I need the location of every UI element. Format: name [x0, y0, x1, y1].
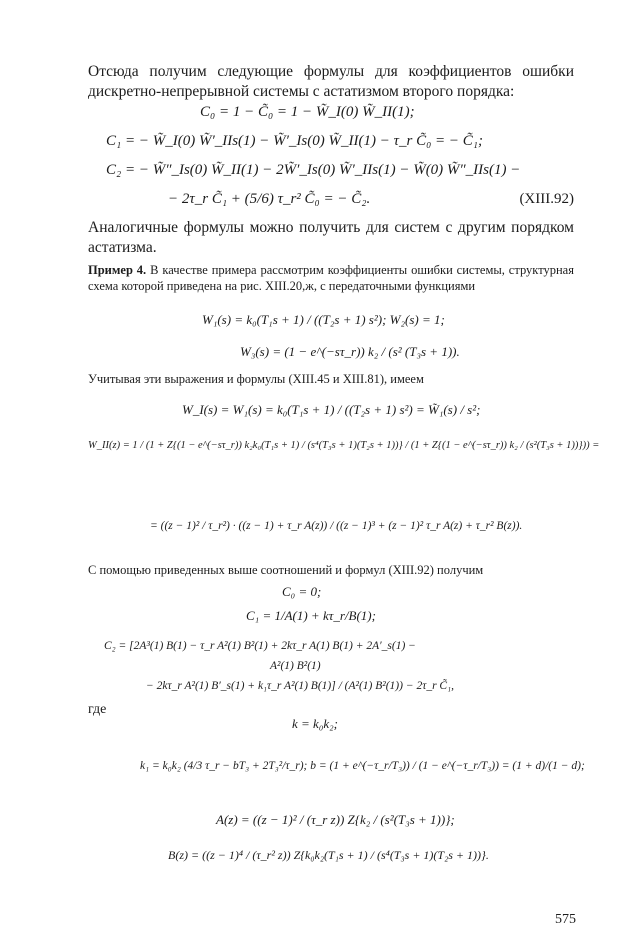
equation-az: A(z) = ((z − 1)² / (τ_r z)) Z{k₂ / (s²(T₃s + 1))}; [216, 812, 455, 827]
result-c2-line2: − 2kτ_r A²(1) B′_s(1) + k₁τ_r A²(1) B(1)] / (A²(1) B²(1)) − 2τ_r C̃₁, [146, 680, 454, 692]
equation-bz: B(z) = ((z − 1)⁴ / (τ_r² z)) Z{k₀k₂(T₁s + 1) / (s⁴(T₃s + 1)(T₂s + 1))}. [168, 848, 489, 862]
result-c2-denominator: A²(1) B²(1) [270, 660, 321, 672]
result-c0: C₀ = 0; [282, 584, 322, 599]
analog-paragraph: Аналогичные формулы можно получить для систем с другим порядком астатизма. [88, 219, 574, 256]
equation-wi: W_I(s) = W₁(s) = k₀(T₁s + 1) / ((T₂s + 1) s²) = W̃₁(s) / s²; [182, 402, 481, 417]
equation-w1-w2: W₁(s) = k₀(T₁s + 1) / ((T₂s + 1) s²); W₂(s) = 1; [202, 312, 445, 327]
result-c1: C₁ = 1/A(1) + kτ_r/B(1); [246, 608, 376, 623]
example-paragraph [88, 262, 574, 294]
equation-c2-line2: − 2τ_r C̃₁ + (5/6) τ_r² C̃₀ = − C̃₂. [168, 191, 371, 207]
equation-c0: C₀ = 1 − C̃₀ = 1 − W̃_I(0) W̃_II(1); [200, 104, 415, 120]
where-label: где [88, 702, 107, 717]
equation-k1-b: k₁ = k₀k₂ (4/3 τ_r − bT₃ + 2T₃²/τ_r); b = (1 + e^(−τ_r/T₃)) / (1 − e^(−τ_r/T₃)) = (1 + d)/(1 − d); [140, 760, 585, 772]
equation-c2-line1: C₂ = − W̃″_Is(0) W̃_II(1) − 2W̃′_Is(0) W̃′_IIs(1) − W̃(0) W̃″_IIs(1) − [106, 162, 521, 178]
example-label: Пример 4. [88, 263, 147, 277]
example-text: В качестве примера рассмотрим коэффициенты ошибки системы, структурная схема которой приведена на рис. XIII.20,ж, с передаточными функциями [88, 263, 574, 293]
equation-number: (XIII.92) [519, 191, 574, 207]
equation-c1: C₁ = − W̃_I(0) W̃′_IIs(1) − W̃′_Is(0) W̃_II(1) − τ_r C̃₀ = − C̃₁; [106, 133, 483, 149]
result-c2-numerator: C₂ = [2A³(1) B(1) − τ_r A²(1) B²(1) + 2kτ_r A(1) B(1) + 2A′_s(1) − [104, 640, 416, 652]
help-paragraph: С помощью приведенных выше соотношений и формул (XIII.92) получим [88, 563, 484, 577]
equation-k: k = k₀k₂; [292, 716, 338, 731]
using-paragraph: Учитывая эти выражения и формулы (XIII.45 и XIII.81), имеем [88, 372, 424, 386]
equation-wii-line1: W_II(z) = 1 / (1 + Z{(1 − e^(−sτ_r)) k₂k₀(T₁s + 1) / (s⁴(T₃s + 1)(T₂s + 1))} / (1 + Z{(1 − e^(−sτ_r)) k₂ / (s²(T₃s + 1))})) = [88, 440, 600, 451]
equation-wii-line2: = ((z − 1)² / τ_r²) · ((z − 1) + τ_r A(z)) / ((z − 1)³ + (z − 1)² τ_r A(z) + τ_r² B(z)). [150, 520, 523, 532]
equation-w3: W₃(s) = (1 − e^(−sτ_r)) k₂ / (s² (T₃s + 1)). [240, 344, 460, 359]
intro-paragraph: Отсюда получим следующие формулы для коэффициентов ошибки дискретно-непрерывной системы с астатизмом второго порядка: [88, 63, 574, 100]
page-number: 575 [555, 912, 576, 927]
